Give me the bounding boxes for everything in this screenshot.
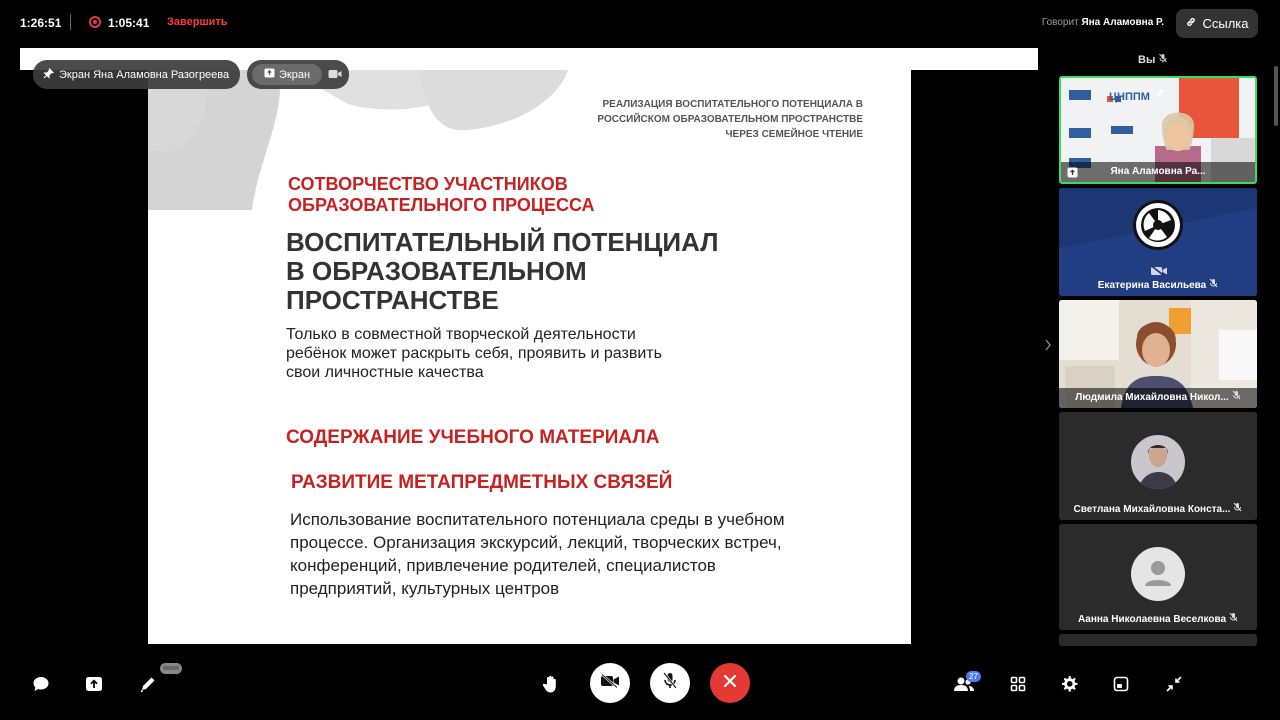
- mic-off-icon: [1233, 500, 1242, 520]
- stage-view-controls: [247, 60, 349, 89]
- speaking-prefix: Говорит: [1041, 17, 1079, 28]
- participant-name: Екатерина Васильева: [1097, 280, 1207, 291]
- camera-view-icon[interactable]: [328, 66, 342, 84]
- link-icon: [1185, 16, 1197, 31]
- title-line: ПРОСТРАНСТВЕ: [286, 285, 499, 315]
- slide-heading-content: СОДЕРЖАНИЕ УЧЕБНОГО МАТЕРИАЛА: [286, 427, 660, 448]
- gear-icon[interactable]: [1054, 669, 1084, 699]
- chat-icon[interactable]: [26, 669, 56, 699]
- participant-name-bar: [1061, 162, 1255, 182]
- shared-slide: [148, 70, 911, 644]
- participant-name-bar: [1059, 500, 1257, 520]
- text-line: Использование воспитательного потенциала среды в учебном: [290, 510, 785, 529]
- divider: [70, 14, 71, 30]
- participant-name-bar: [1059, 610, 1257, 630]
- participant-name-bar: [1059, 388, 1257, 408]
- camera-off-icon: [600, 674, 620, 693]
- heading-line: ОБРАЗОВАТЕЛЬНОГО ПРОЦЕССА: [288, 195, 595, 215]
- slide-heading-connections: РАЗВИТИЕ МЕТАПРЕДМЕТНЫХ СВЯЗЕЙ: [291, 472, 673, 493]
- mic-off-icon: [1158, 53, 1168, 66]
- text-line: свои личностные качества: [286, 364, 484, 381]
- screen-owner-pill: [33, 60, 240, 89]
- participants-scrollbar[interactable]: [1274, 66, 1278, 126]
- share-screen-icon: [264, 68, 275, 81]
- participant-name-bar: [1059, 276, 1257, 296]
- microphone-toggle-button[interactable]: [650, 663, 690, 703]
- elapsed-time: 1:26:51: [20, 16, 62, 30]
- pin-icon[interactable]: [1155, 85, 1165, 103]
- participant-tile[interactable]: [1059, 412, 1257, 520]
- collapse-panel-chevron-icon[interactable]: [1044, 339, 1052, 354]
- screen-view-button[interactable]: [252, 64, 322, 85]
- top-bar: [0, 0, 1280, 46]
- participant-tile[interactable]: [1059, 76, 1257, 184]
- screen-view-label: Экран: [278, 68, 311, 81]
- camera-toggle-button[interactable]: [590, 663, 630, 703]
- heading-line: СОТВОРЧЕСТВО УЧАСТНИКОВ: [288, 174, 568, 194]
- slide-text-activity: [286, 325, 786, 382]
- speaking-indicator: [1042, 17, 1164, 28]
- link-label: Ссылка: [1202, 16, 1249, 31]
- leave-call-button[interactable]: [710, 663, 750, 703]
- participant-name: Светлана Михайловна Конста...: [1073, 504, 1231, 515]
- text-line: процессе. Организация экскурсий, лекций, творческих встреч,: [290, 533, 782, 552]
- text-line: предприятий, культурных центров: [290, 579, 560, 598]
- background-logo-text: ЦНППМ: [1109, 91, 1150, 103]
- participant-tile-partial[interactable]: [1059, 634, 1257, 646]
- whiteboard-pen-icon[interactable]: [133, 669, 163, 699]
- raise-hand-icon[interactable]: [535, 669, 565, 699]
- grid-layout-icon[interactable]: [1003, 669, 1033, 699]
- slide-subtitle-line: РЕАЛИЗАЦИЯ ВОСПИТАТЕЛЬНОГО ПОТЕНЦИАЛА В: [602, 99, 863, 110]
- pin-icon[interactable]: [43, 68, 54, 82]
- screen-share-icon: [1067, 166, 1078, 182]
- text-line: ребёнок может раскрыть себя, проявить и развить: [286, 345, 662, 362]
- participant-tile[interactable]: [1059, 188, 1257, 296]
- close-icon: [723, 674, 737, 693]
- participants-count-badge: 27: [966, 671, 981, 682]
- title-line: ВОСПИТАТЕЛЬНЫЙ ПОТЕНЦИАЛ: [286, 227, 719, 257]
- end-recording-button[interactable]: Завершить: [167, 16, 228, 28]
- text-line: конференций, привлечение родителей, специалистов: [290, 556, 716, 575]
- mic-off-icon: [1209, 276, 1218, 296]
- participant-tile[interactable]: [1059, 524, 1257, 630]
- beta-badge: [160, 663, 182, 674]
- slide-title: [286, 228, 846, 315]
- slide-subtitle: [543, 97, 863, 142]
- record-icon: [89, 16, 101, 28]
- participant-name: Людмила Михайловна Никол...: [1075, 392, 1229, 403]
- speaking-name: Яна Аламовна Р.: [1081, 17, 1164, 28]
- link-button[interactable]: [1176, 9, 1258, 38]
- slide-heading-cooperation: [288, 174, 708, 216]
- mic-off-icon: [662, 672, 678, 695]
- slide-subtitle-line: РОССИЙСКОМ ОБРАЗОВАТЕЛЬНОМ ПРОСТРАНСТВЕ: [597, 114, 863, 125]
- mic-off-icon: [1229, 610, 1238, 630]
- bottom-toolbar: [0, 650, 1280, 720]
- participant-name: Аанна Николаевна Веселкова: [1077, 614, 1227, 625]
- title-line: В ОБРАЗОВАТЕЛЬНОМ: [286, 256, 587, 286]
- picture-in-picture-icon[interactable]: [1106, 669, 1136, 699]
- text-line: Только в совместной творческой деятельности: [286, 326, 636, 343]
- self-name: Вы: [1138, 53, 1156, 66]
- screen-owner-label: Экран Яна Аламовна Разогреева: [59, 68, 230, 81]
- recording-time: 1:05:41: [108, 16, 150, 30]
- participant-tile[interactable]: [1059, 300, 1257, 408]
- slide-subtitle-line: ЧЕРЕЗ СЕМЕЙНОЕ ЧТЕНИЕ: [725, 129, 863, 140]
- share-screen-icon[interactable]: [79, 669, 109, 699]
- slide-text-environment: [290, 508, 880, 600]
- exit-fullscreen-icon[interactable]: [1159, 669, 1189, 699]
- participant-name: Яна Аламовна Ра...: [1110, 166, 1206, 177]
- self-label: [1138, 53, 1168, 66]
- mic-off-icon: [1232, 388, 1241, 408]
